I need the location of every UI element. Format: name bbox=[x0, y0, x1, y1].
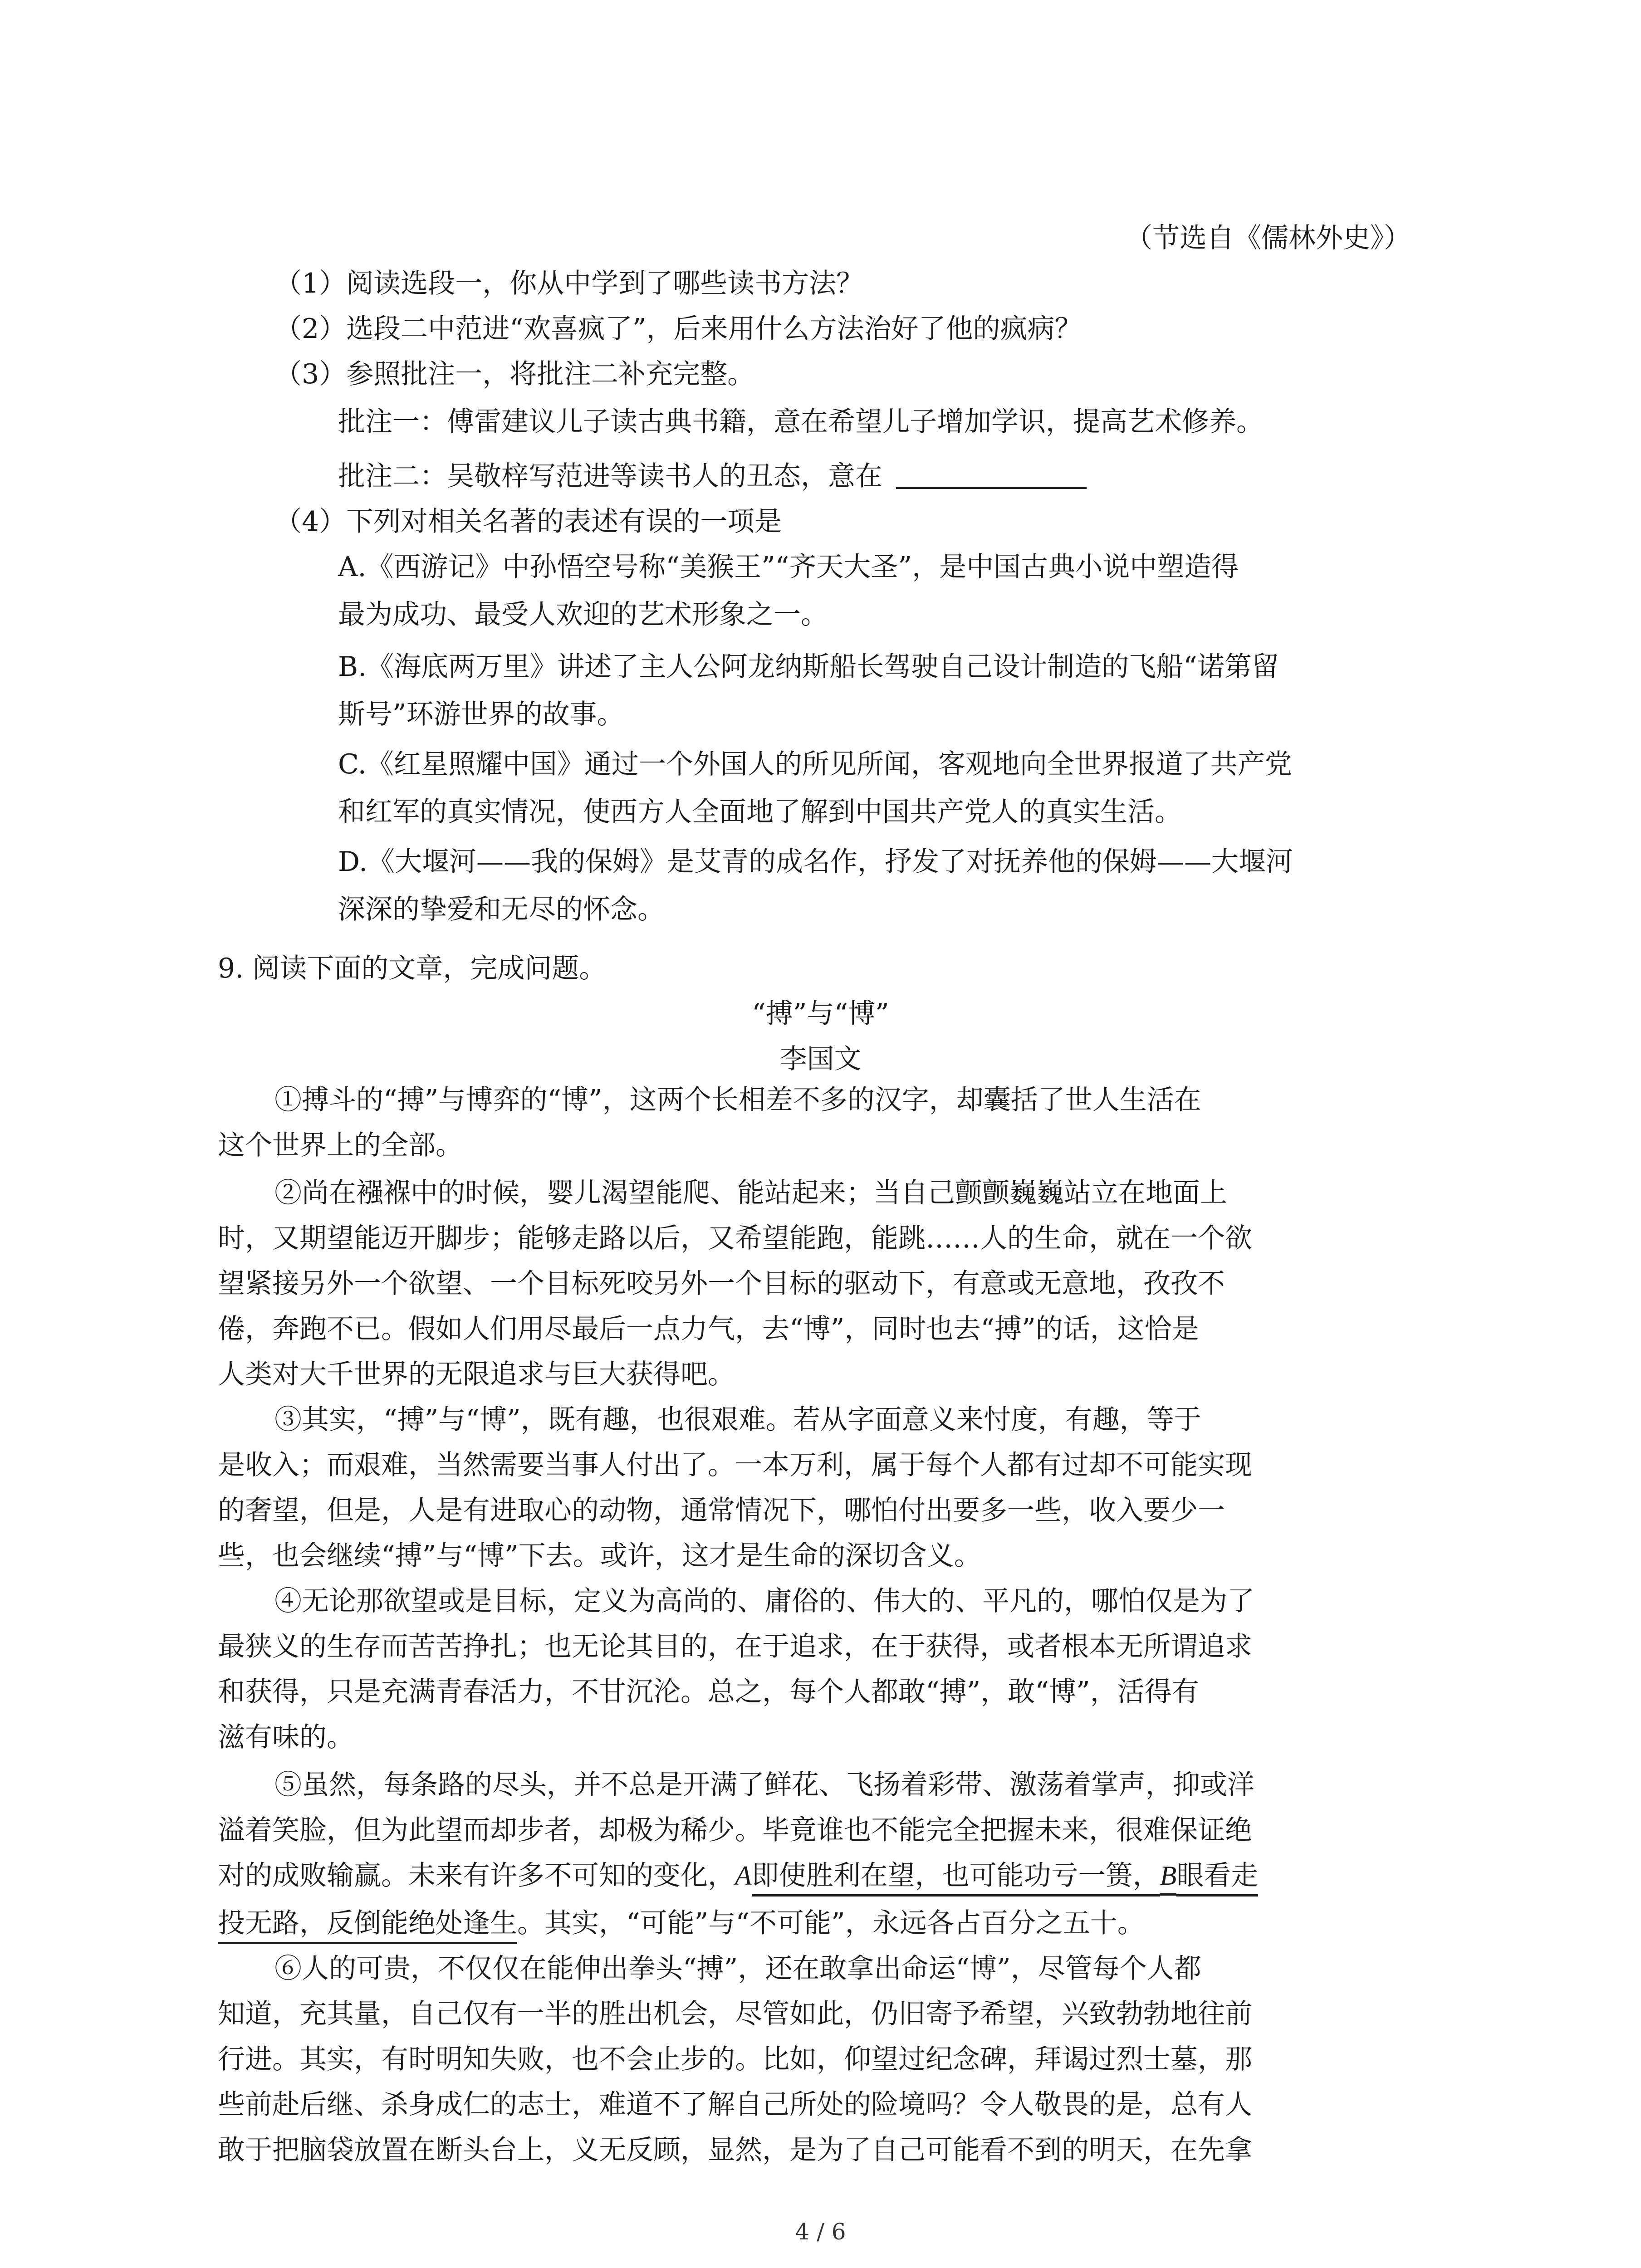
paragraph-6-line-5: 敢于把脑袋放置在断头台上，义无反顾，显然，是为了自己可能看不到的明天，在先拿 bbox=[218, 2134, 1252, 2166]
question-9-prompt: 9. 阅读下面的文章，完成问题。 bbox=[218, 953, 607, 984]
paragraph-2-line-1: ②尚在襁褓中的时候，婴儿渴望能爬、能站起来；当自己颤颤巍巍站立在地面上 bbox=[274, 1177, 1227, 1209]
p5-l4-plain: 。其实，“可能”与“不可能”，永远各占百分之五十。 bbox=[517, 1907, 1145, 1939]
option-d-line-1: D.《大堰河——我的保姆》是艾青的成名作，抒发了对抚养他的保姆——大堰河 bbox=[338, 846, 1293, 878]
paragraph-2-line-4: 倦，奔跑不已。假如人们用尽最后一点力气，去“博”，同时也去“搏”的话，这恰是 bbox=[218, 1313, 1199, 1345]
paragraph-6-line-3: 行进。其实，有时明知失败，也不会止步的。比如，仰望过纪念碑，拜谒过烈士墓，那 bbox=[218, 2043, 1252, 2075]
paragraph-6-line-4: 些前赴后继、杀身成仁的志士，难道不了解自己所处的险境吗？令人敬畏的是，总有人 bbox=[218, 2089, 1252, 2121]
option-b-line-2: 斯号”环游世界的故事。 bbox=[338, 699, 624, 730]
paragraph-3-line-4: 些，也会继续“搏”与“博”下去。或许，这才是生命的深切含义。 bbox=[218, 1540, 981, 1572]
paragraph-5-line-4 bbox=[218, 1901, 1145, 1946]
question-2: （2）选段二中范进“欢喜疯了”，后来用什么方法治好了他的疯病？ bbox=[274, 313, 1082, 345]
option-a-line-2: 最为成功、最受人欢迎的艺术形象之一。 bbox=[338, 599, 828, 631]
mark-b: B bbox=[1160, 1861, 1177, 1896]
paragraph-4-line-2: 最狭义的生存而苦苦挣扎；也无论其目的，在于追求，在于获得，或者根本无所谓追求 bbox=[218, 1631, 1252, 1662]
paragraph-2-line-5: 人类对大千世界的无限追求与巨大获得吧。 bbox=[218, 1359, 735, 1390]
paragraph-3-line-3: 的奢望，但是，人是有进取心的动物，通常情况下，哪怕付出要多一些，收入要少一 bbox=[218, 1495, 1225, 1526]
article-title: “搏”与“博” bbox=[752, 998, 889, 1030]
option-c-line-1: C.《红星照耀中国》通过一个外国人的所见所闻，客观地向全世界报道了共产党 bbox=[338, 748, 1292, 780]
paragraph-5-line-1: ⑤虽然，每条路的尽头，并不总是开满了鲜花、飞扬着彩带、激荡着掌声，抑或洋 bbox=[274, 1769, 1254, 1801]
option-b-line-1: B.《海底两万里》讲述了主人公阿龙纳斯船长驾驶自己设计制造的飞船“诺第留 bbox=[338, 651, 1279, 683]
underlined-sentence-a: 即使胜利在望，也可能功亏一篑 bbox=[752, 1860, 1133, 1897]
question-1: （1）阅读选段一，你从中学到了哪些读书方法？ bbox=[274, 268, 864, 299]
answer-blank[interactable] bbox=[896, 459, 1087, 489]
underlined-sentence-b-part-2: 投无路，反倒能绝处逢生 bbox=[218, 1907, 517, 1944]
annotation-2-text: 批注二：吴敬梓写范进等读书人的丑态，意在 bbox=[338, 460, 882, 492]
paragraph-1-line-2: 这个世界上的全部。 bbox=[218, 1129, 463, 1161]
paragraph-3-line-1: ③其实，“搏”与“博”，既有趣，也很艰难。若从字面意义来忖度，有趣，等于 bbox=[274, 1404, 1201, 1436]
paragraph-5-line-2: 溢着笑脸，但为此望而却步者，却极为稀少。毕竟谁也不能完全把握未来，很难保证绝 bbox=[218, 1814, 1252, 1846]
paragraph-4-line-1: ④无论那欲望或是目标，定义为高尚的、庸俗的、伟大的、平凡的，哪怕仅是为了 bbox=[274, 1585, 1254, 1617]
paragraph-6-line-2: 知道，充其量，自己仅有一半的胜出机会，尽管如此，仍旧寄予希望，兴致勃勃地往前 bbox=[218, 1998, 1252, 2030]
paragraph-5-line-3 bbox=[218, 1853, 1258, 1898]
question-4: （4）下列对相关名著的表述有误的一项是 bbox=[274, 506, 782, 538]
annotation-2 bbox=[338, 454, 1087, 499]
paragraph-2-line-2: 时，又期望能迈开脚步；能够走路以后，又希望能跑，能跳……人的生命，就在一个欲 bbox=[218, 1222, 1252, 1254]
option-d-line-2: 深深的挚爱和无尽的怀念。 bbox=[338, 894, 665, 925]
paragraph-1-line-1: ①搏斗的“搏”与博弈的“博”，这两个长相差不多的汉字，却囊括了世人生活在 bbox=[274, 1084, 1201, 1116]
paragraph-4-line-3: 和获得，只是充满青春活力，不甘沉沦。总之，每个人都敢“搏”，敢“博”，活得有 bbox=[218, 1676, 1199, 1708]
mark-a: A bbox=[735, 1861, 752, 1891]
article-author: 李国文 bbox=[779, 1043, 862, 1075]
question-3: （3）参照批注一，将批注二补充完整。 bbox=[274, 358, 755, 390]
option-a-line-1: A.《西游记》中孙悟空号称“美猴王”“齐天大圣”，是中国古典小说中塑造得 bbox=[338, 551, 1239, 583]
paragraph-3-line-2: 是收入；而艰难，当然需要当事人付出了。一本万利，属于每个人都有过却不可能实现 bbox=[218, 1449, 1252, 1481]
underlined-sentence-b-part-1: 眼看走 bbox=[1176, 1860, 1258, 1897]
page-number: 4 / 6 bbox=[795, 2219, 846, 2245]
option-c-line-2: 和红军的真实情况，使西方人全面地了解到中国共产党人的真实生活。 bbox=[338, 796, 1182, 828]
source-citation: （节选自《儒林外史》） bbox=[1125, 222, 1411, 254]
paragraph-2-line-3: 望紧接另外一个欲望、一个目标死咬另外一个目标的驱动下，有意或无意地，孜孜不 bbox=[218, 1268, 1225, 1300]
paragraph-6-line-1: ⑥人的可贵，不仅仅在能伸出拳头“搏”，还在敢拿出命运“博”，尽管每个人都 bbox=[274, 1953, 1201, 1984]
p5-comma: ， bbox=[1133, 1860, 1160, 1897]
p5-l3-plain: 对的成败输赢。未来有许多不可知的变化， bbox=[218, 1860, 735, 1892]
annotation-1: 批注一：傅雷建议儿子读古典书籍，意在希望儿子增加学识，提高艺术修养。 bbox=[338, 406, 1264, 438]
paragraph-4-line-4: 滋有味的。 bbox=[218, 1721, 354, 1753]
